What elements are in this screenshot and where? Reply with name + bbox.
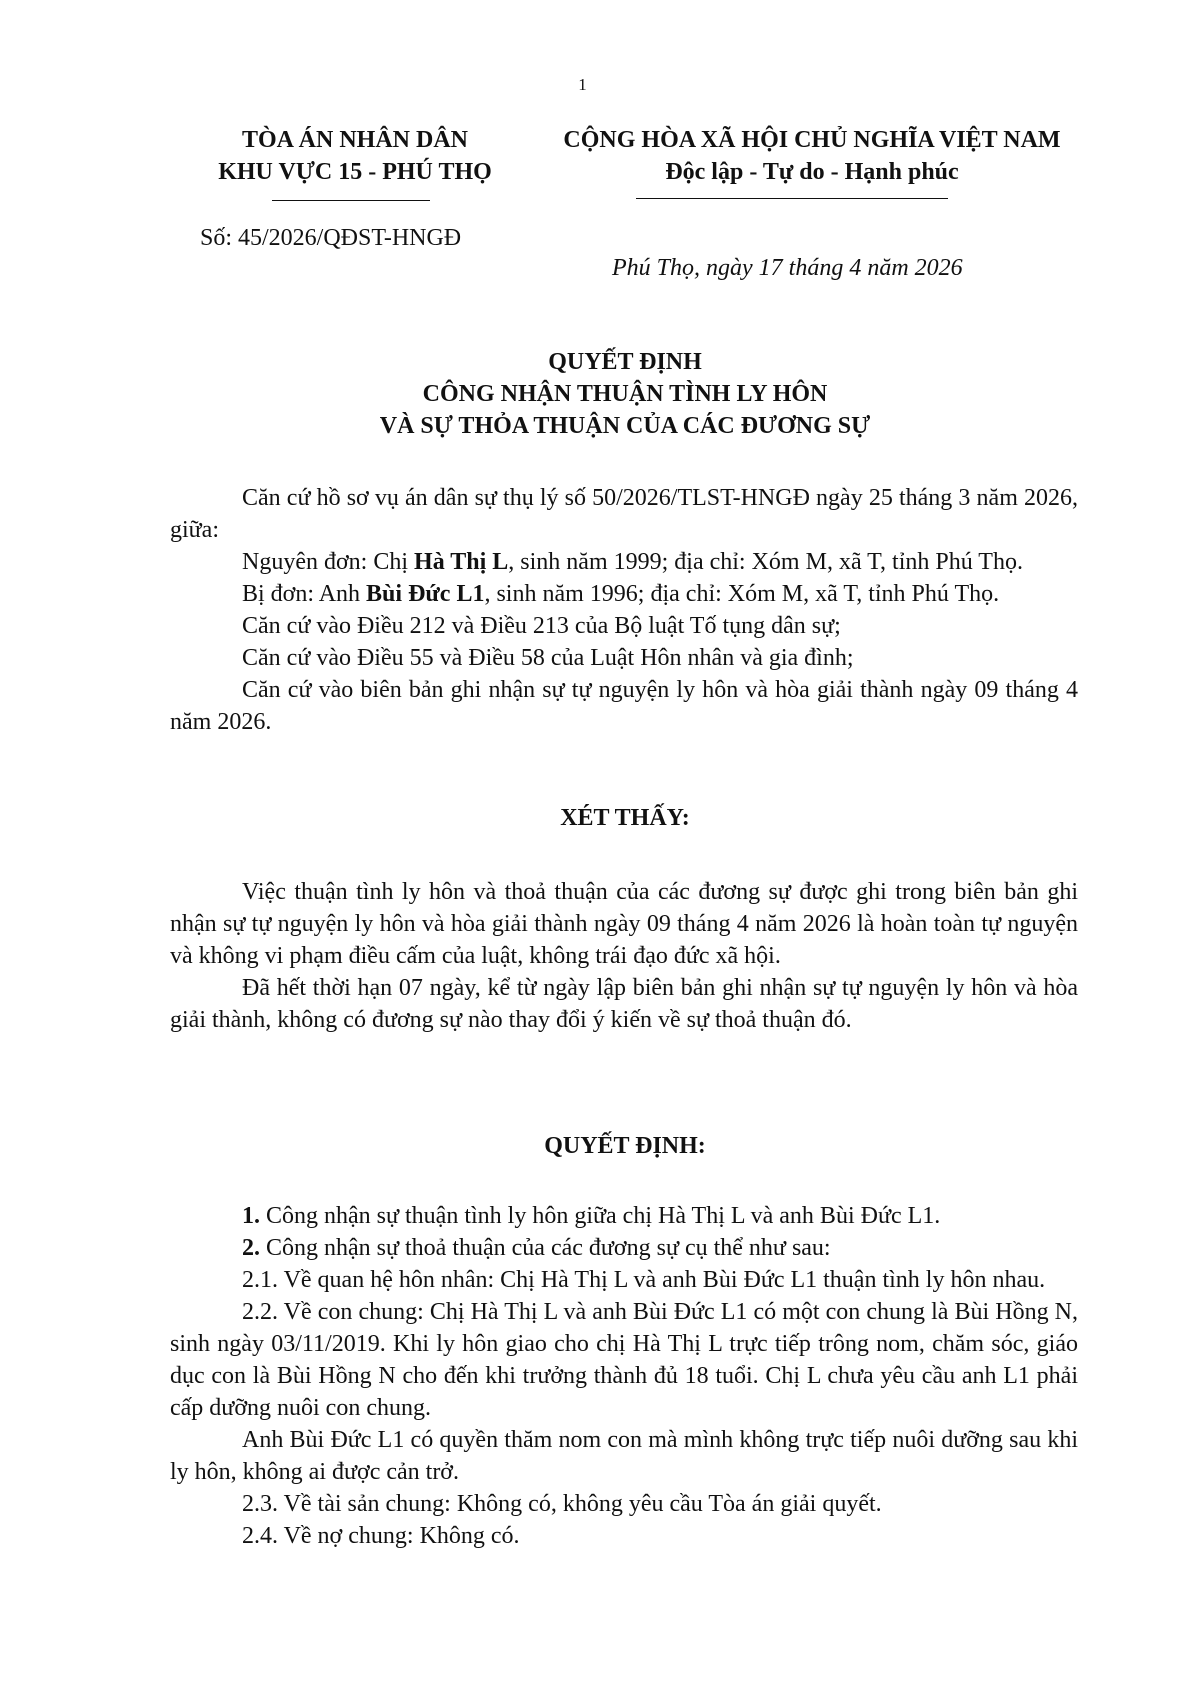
- case-file-basis: Căn cứ hồ sơ vụ án dân sự thụ lý số 50/2026/TLST-HNGĐ ngày 25 tháng 3 năm 2026, giữa:: [170, 485, 1078, 543]
- defendant-info: [170, 578, 1078, 610]
- national-motto: Độc lập - Tự do - Hạnh phúc: [665, 159, 959, 185]
- decision-item-1: [170, 1200, 1078, 1232]
- document-title: [0, 346, 1190, 442]
- plaintiff-info: [170, 546, 1078, 578]
- title-line1: QUYẾT ĐỊNH: [548, 349, 702, 375]
- child-custody-item: 2.2. Về con chung: Chị Hà Thị L và anh Bùi Đức L1 có một con chung là Bùi Hồng N, sinh ngày 03/11/2019. Khi ly hôn giao cho chị Hà Thị L trực tiếp trông nom, chăm sóc, giáo dục con là Bùi Hồng N cho đến khi trưởng thành đủ 18 tuổi. Chị L chưa yêu cầu anh L1 phải cấp dưỡng nuôi con chung.: [170, 1299, 1078, 1421]
- national-motto-block: [532, 124, 1092, 188]
- court-underline: [272, 200, 430, 201]
- findings-section: [170, 876, 1078, 1036]
- defendant-details: , sinh năm 1996; địa chỉ: Xóm M, xã T, tỉnh Phú Thọ.: [484, 581, 1000, 607]
- findings-paragraph-2: Đã hết thời hạn 07 ngày, kể từ ngày lập biên bản ghi nhận sự tự nguyện ly hôn và hòa giải thành, không có đương sự nào thay đổi ý kiến về sự thoả thuận đó.: [170, 975, 1078, 1033]
- court-name-line1: TÒA ÁN NHÂN DÂN: [241, 127, 468, 153]
- decision-item-1-text: Công nhận sự thuận tình ly hôn giữa chị Hà Thị L và anh Bùi Đức L1.: [260, 1203, 941, 1229]
- joint-debt-item: 2.4. Về nợ chung: Không có.: [242, 1523, 520, 1549]
- defendant-name: Bùi Đức L1: [366, 581, 485, 607]
- marriage-law-basis: Căn cứ vào Điều 55 và Điều 58 của Luật Hôn nhân và gia đình;: [242, 645, 854, 671]
- plaintiff-details: , sinh năm 1999; địa chỉ: Xóm M, xã T, tỉnh Phú Thọ.: [508, 549, 1023, 575]
- court-name-line2: KHU VỰC 15 - PHÚ THỌ: [218, 159, 492, 185]
- civil-procedure-basis: Căn cứ vào Điều 212 và Điều 213 của Bộ luật Tố tụng dân sự;: [242, 613, 841, 639]
- motto-underline: [636, 198, 948, 199]
- page-number: 1: [578, 75, 587, 94]
- decision-item-2: [170, 1232, 1078, 1264]
- decision-item-2-text: Công nhận sự thoả thuận của các đương sự cụ thể như sau:: [260, 1235, 831, 1261]
- decision-section: [170, 1200, 1078, 1552]
- plaintiff-name: Hà Thị L: [414, 549, 509, 575]
- defendant-prefix: Bị đơn: Anh: [242, 581, 367, 607]
- findings-heading: XÉT THẤY:: [560, 805, 690, 831]
- legal-basis-section: [170, 482, 1078, 738]
- joint-property-item: 2.3. Về tài sản chung: Không có, không yêu cầu Tòa án giải quyết.: [242, 1491, 882, 1517]
- plaintiff-prefix: Nguyên đơn: Chị: [242, 549, 415, 575]
- visitation-rights: Anh Bùi Đức L1 có quyền thăm nom con mà mình không trực tiếp nuôi dưỡng sau khi ly hôn, không ai được cản trở.: [170, 1427, 1078, 1485]
- court-name-block: [185, 124, 525, 188]
- decision-item-2-number: 2.: [242, 1235, 260, 1261]
- document-number: Số: 45/2026/QĐST-HNGĐ: [200, 225, 462, 251]
- marriage-relation-item: 2.1. Về quan hệ hôn nhân: Chị Hà Thị L và anh Bùi Đức L1 thuận tình ly hôn nhau.: [242, 1267, 1046, 1293]
- title-line2: CÔNG NHẬN THUẬN TÌNH LY HÔN: [422, 381, 828, 407]
- issue-date: Phú Thọ, ngày 17 tháng 4 năm 2026: [612, 255, 963, 281]
- decision-heading: QUYẾT ĐỊNH:: [544, 1133, 706, 1159]
- title-line3: VÀ SỰ THỎA THUẬN CỦA CÁC ĐƯƠNG SỰ: [379, 413, 871, 439]
- decision-item-1-number: 1.: [242, 1203, 260, 1229]
- mediation-record-basis: Căn cứ vào biên bản ghi nhận sự tự nguyện ly hôn và hòa giải thành ngày 09 tháng 4 năm 2026.: [170, 677, 1078, 735]
- national-name: CỘNG HÒA XÃ HỘI CHỦ NGHĨA VIỆT NAM: [563, 127, 1061, 153]
- findings-paragraph-1: Việc thuận tình ly hôn và thoả thuận của các đương sự được ghi trong biên bản ghi nhận sự tự nguyện ly hôn và hòa giải thành ngày 09 tháng 4 năm 2026 là hoàn toàn tự nguyện và không vi phạm điều cấm của luật, không trái đạo đức xã hội.: [170, 879, 1078, 969]
